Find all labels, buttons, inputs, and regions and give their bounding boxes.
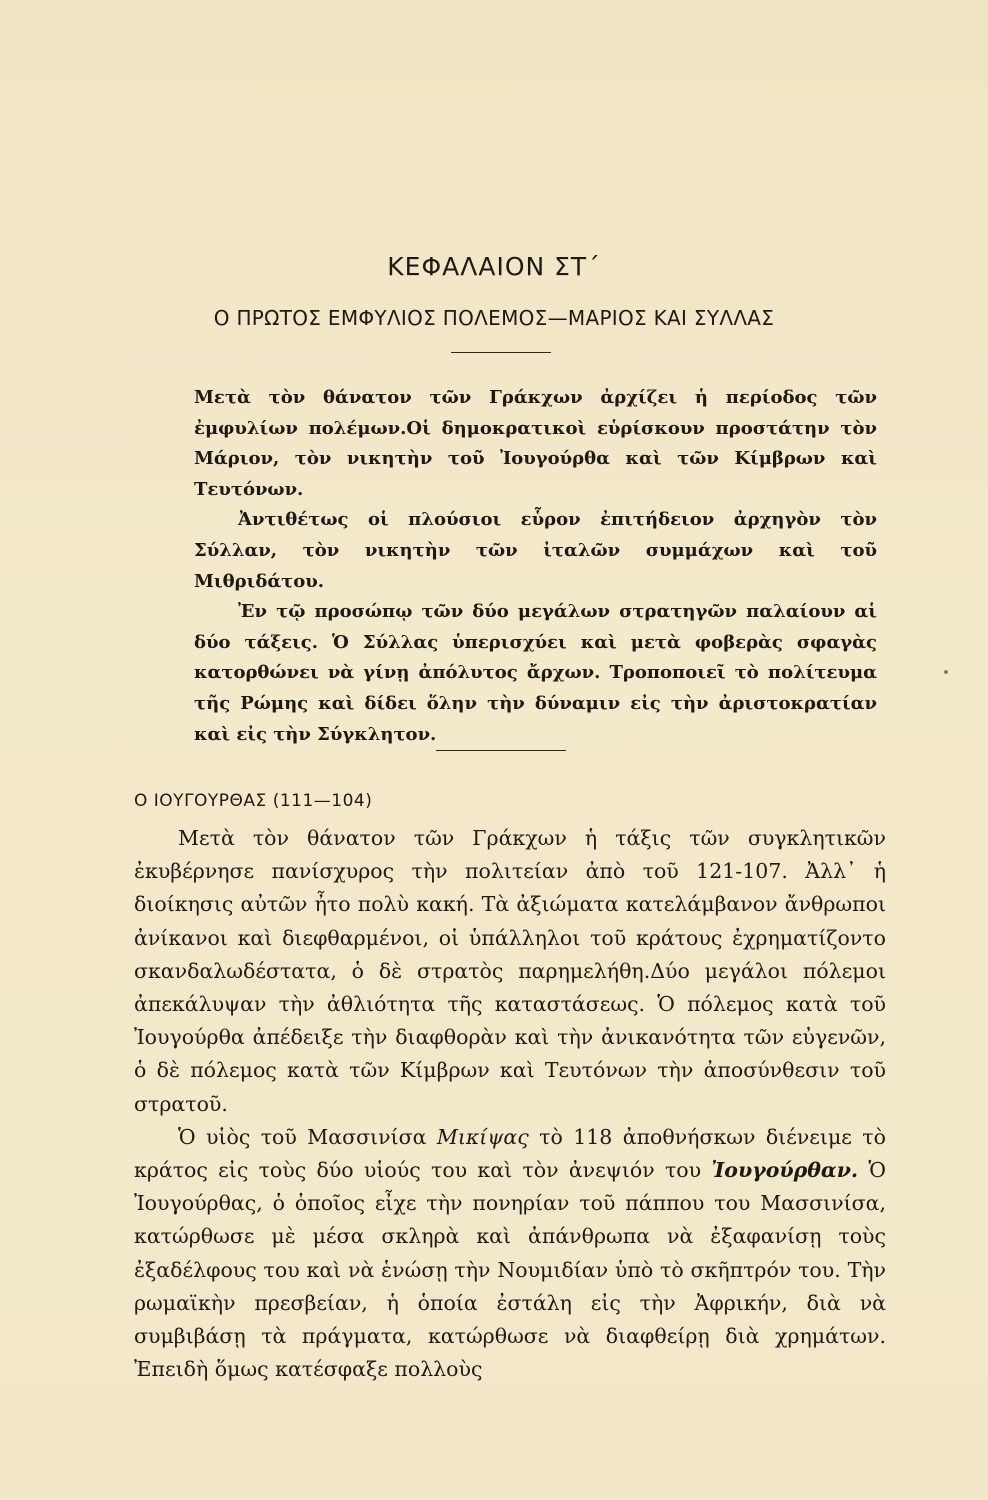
chapter-summary xyxy=(194,383,877,750)
text-run: Ὁ υἱὸς τοῦ Μασσινίσα xyxy=(178,1124,427,1149)
divider-top xyxy=(451,352,551,353)
body-paragraph xyxy=(134,1121,886,1387)
summary-paragraph: Μετὰ τὸν θάνατον τῶν Γράκχων ἀρχίζει ἡ περίοδος τῶν ἐμφυλίων πολέμων.Οἱ δημοκρατικοὶ εὑρίσκουν προστάτην τὸν Μάριον, τὸν νικητὴν τοῦ Ἰουγούρθα καὶ τῶν Κίμβρων καὶ Τευτόνων. xyxy=(194,387,877,500)
chapter-title: ΚΕΦΑΛΑΙΟΝ ΣΤ΄ xyxy=(387,252,601,281)
text-run: Ὁ Ἰουγούρθας, ὁ ὁποῖος εἶχε τὴν πονηρίαν τοῦ πάππου του Μασσινίσα, κατώρθωσε μὲ μέσα σκληρὰ καὶ ἀπάνθρωπα νὰ ἐξαφανίσῃ τοὺς ἐξαδέλφους του καὶ νὰ ἑνώσῃ τὴν Νουμιδίαν ὑπὸ τὸ σκῆπτρόν του. Τὴν ρωμαϊκὴν πρεσβείαν, ἡ ὁποία ἐστάλη εἰς τὴν Ἀφρικήν, διὰ νὰ συμβιβάσῃ τὰ πράγματα, κατώρθωσε νὰ διαφθείρῃ διὰ χρημάτων. Ἐπειδὴ ὅμως κατέσφαξε πολλοὺς xyxy=(134,1158,886,1382)
summary-paragraph: Ἐν τῷ προσώπῳ τῶν δύο μεγάλων στρατηγῶν παλαίουν αἱ δύο τάξεις. Ὁ Σύλλας ὑπερισχύει καὶ μετὰ φοβερὰς σφαγὰς κατορθώνει νὰ γίνῃ ἀπόλυτος ἄρχων. Τροποποιεῖ τὸ πολίτευμα τῆς Ρώμης καὶ δίδει ὅλην τὴν δύναμιν εἰς τὴν ἀριστοκρατίαν καὶ εἰς τὴν Σύγκλητον. xyxy=(194,601,877,745)
divider-bottom xyxy=(436,750,566,751)
paper-speck xyxy=(944,670,948,674)
summary-paragraph: Ἀντιθέτως οἱ πλούσιοι εὗρον ἐπιτήδειον ἀρχηγὸν τὸν Σύλλαν, τὸν νικητὴν τῶν ἰταλῶν συμμάχων καὶ τοῦ Μιθριδάτου. xyxy=(194,509,877,592)
body-paragraph: Μετὰ τὸν θάνατον τῶν Γράκχων ἡ τάξις τῶν συγκλητικῶν ἐκυβέρνησε πανίσχυρος τὴν πολιτείαν ἀπὸ τοῦ 121-107. Ἀλλ᾽ ἡ διοίκησις αὐτῶν ἦτο πολὺ κακή. Τὰ ἀξιώματα κατελάμβανον ἄνθρωποι ἀνίκανοι καὶ διεφθαρμένοι, οἱ ὑπάλληλοι τοῦ κράτους ἐχρηματίζοντο σκανδαλωδέστατα, ὁ δὲ στρατὸς παρημελήθη.Δύο μεγάλοι πόλεμοι ἀπεκάλυψαν τὴν ἀθλιότητα τῆς καταστάσεως. Ὁ πόλεμος κατὰ τοῦ Ἰουγούρθα ἀπέδειξε τὴν διαφθορὰν καὶ τὴν ἀνικανότητα τῶν εὐγενῶν, ὁ δὲ πόλεμος κατὰ τῶν Κίμβρων καὶ Τευτόνων τὴν ἀποσύνθεσιν τοῦ στρατοῦ. xyxy=(134,826,886,1116)
section-heading: Ο ΙΟΥΓΟΥΡΘΑΣ (111—104) xyxy=(134,791,373,811)
text-run: τὸ 118 ἀποθνήσκων διένειμε τὸ κράτος εἰς τοὺς δύο υἱούς του καὶ τὸν ἀνεψιόν του xyxy=(134,1124,886,1183)
chapter-subtitle: Ο ΠΡΩΤΟΣ ΕΜΦΥΛΙΟΣ ΠΟΛΕΜΟΣ—ΜΑΡΙΟΣ ΚΑΙ ΣΥΛΛΑΣ xyxy=(213,306,775,330)
italic-name: Μικίψας xyxy=(436,1124,529,1149)
body-text xyxy=(134,822,886,1386)
bold-name: Ἰουγούρθαν. xyxy=(711,1158,859,1183)
